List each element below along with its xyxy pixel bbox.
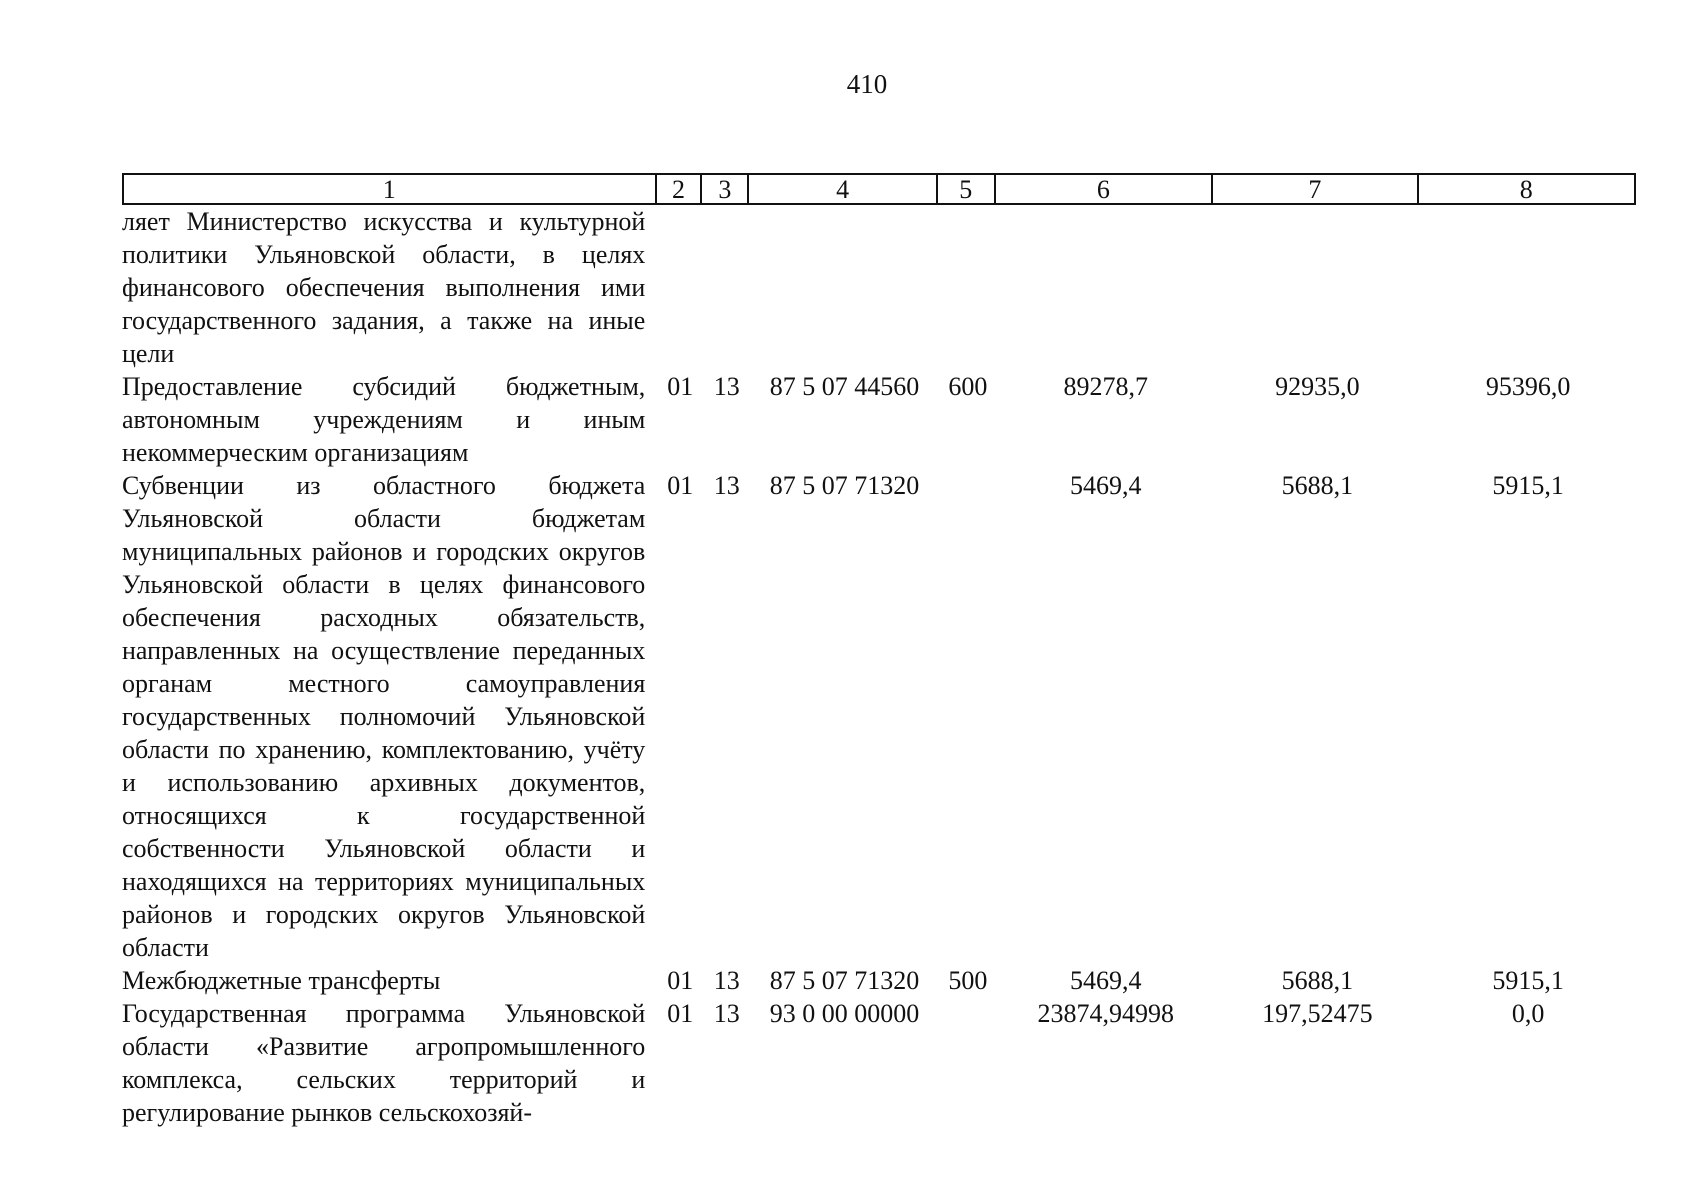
row-expense-type	[939, 469, 997, 964]
row-section	[657, 205, 703, 370]
row-subsection	[703, 205, 750, 370]
row-amount-7: 197,52475	[1262, 999, 1373, 1028]
table-body	[122, 205, 1636, 1129]
table-row	[122, 370, 1636, 469]
table-header	[122, 173, 1636, 205]
table-row	[122, 964, 1636, 997]
column-header-8: 8	[1519, 175, 1533, 204]
row-amount-7	[1215, 205, 1421, 370]
row-subsection: 13	[713, 966, 740, 995]
column-header-1: 1	[124, 175, 657, 203]
column-header-3: 3	[702, 175, 749, 203]
column-header-4: 4	[749, 175, 938, 203]
page-number: 410	[846, 69, 888, 99]
column-header-6: 6	[996, 175, 1213, 203]
row-amount-8: 0,0	[1511, 999, 1545, 1028]
row-description: ляет Министерство искусства и культурной политики Ульяновской области, в целях финансового обеспечения выполнения ими государственного задания, а также на иные цели	[122, 207, 646, 368]
row-amount-7: 92935,0	[1275, 372, 1360, 401]
row-amount-6: 89278,7	[1063, 372, 1148, 401]
row-subsection: 13	[713, 471, 740, 500]
row-target-code: 87 5 07 71320	[769, 966, 920, 995]
table-row	[122, 205, 1636, 370]
row-target-code: 93 0 00 00000	[769, 999, 920, 1028]
row-amount-8: 5915,1	[1492, 471, 1564, 500]
row-section: 01	[667, 999, 694, 1028]
row-amount-6: 5469,4	[1069, 966, 1142, 995]
row-target-code	[750, 205, 939, 370]
row-amount-6: 23874,94998	[1037, 999, 1174, 1028]
row-description: Предоставление субсидий бюджетным, автономным учреждениям и иным некоммерческим организациям	[122, 372, 646, 467]
row-amount-7: 5688,1	[1281, 966, 1354, 995]
row-amount-7: 5688,1	[1281, 471, 1354, 500]
row-expense-type	[939, 997, 997, 1129]
table-row	[122, 997, 1636, 1129]
row-description: Субвенции из областного бюджета Ульяновской области бюджетам муниципальных районов и городских округов Ульяновской области в целях финансового обеспечения расходных обязательств, направленных на осуществление переданных органам местного самоуправления государственных полномочий Ульяновской области по хранению, комплектованию, учёту и использованию архивных документов, относящихся к государственной собственности Ульяновской области и находящихся на территориях муниципальных районов и городских округов Ульяновской области	[122, 471, 646, 962]
row-section: 01	[667, 372, 694, 401]
row-description: Межбюджетные трансферты	[122, 966, 441, 995]
row-amount-8	[1420, 205, 1636, 370]
row-subsection: 13	[713, 999, 740, 1028]
row-amount-8: 95396,0	[1485, 372, 1571, 401]
row-section: 01	[667, 966, 694, 995]
row-amount-6	[997, 205, 1215, 370]
row-amount-8: 5915,1	[1492, 966, 1564, 995]
row-expense-type: 600	[948, 372, 988, 401]
column-header-5: 5	[938, 175, 996, 203]
row-target-code: 87 5 07 71320	[769, 471, 920, 500]
table-row	[122, 469, 1636, 964]
row-section: 01	[667, 471, 694, 500]
row-subsection: 13	[713, 372, 740, 401]
column-header-7: 7	[1213, 175, 1418, 203]
row-target-code: 87 5 07 44560	[769, 372, 920, 401]
row-amount-6: 5469,4	[1069, 471, 1142, 500]
row-expense-type	[939, 205, 997, 370]
row-expense-type: 500	[948, 966, 988, 995]
row-description: Государственная программа Ульяновской области «Развитие агропромышленного комплекса, сельских территорий и регулирование рынков сельскохозяй-	[122, 999, 646, 1127]
column-header-2: 2	[657, 175, 703, 203]
